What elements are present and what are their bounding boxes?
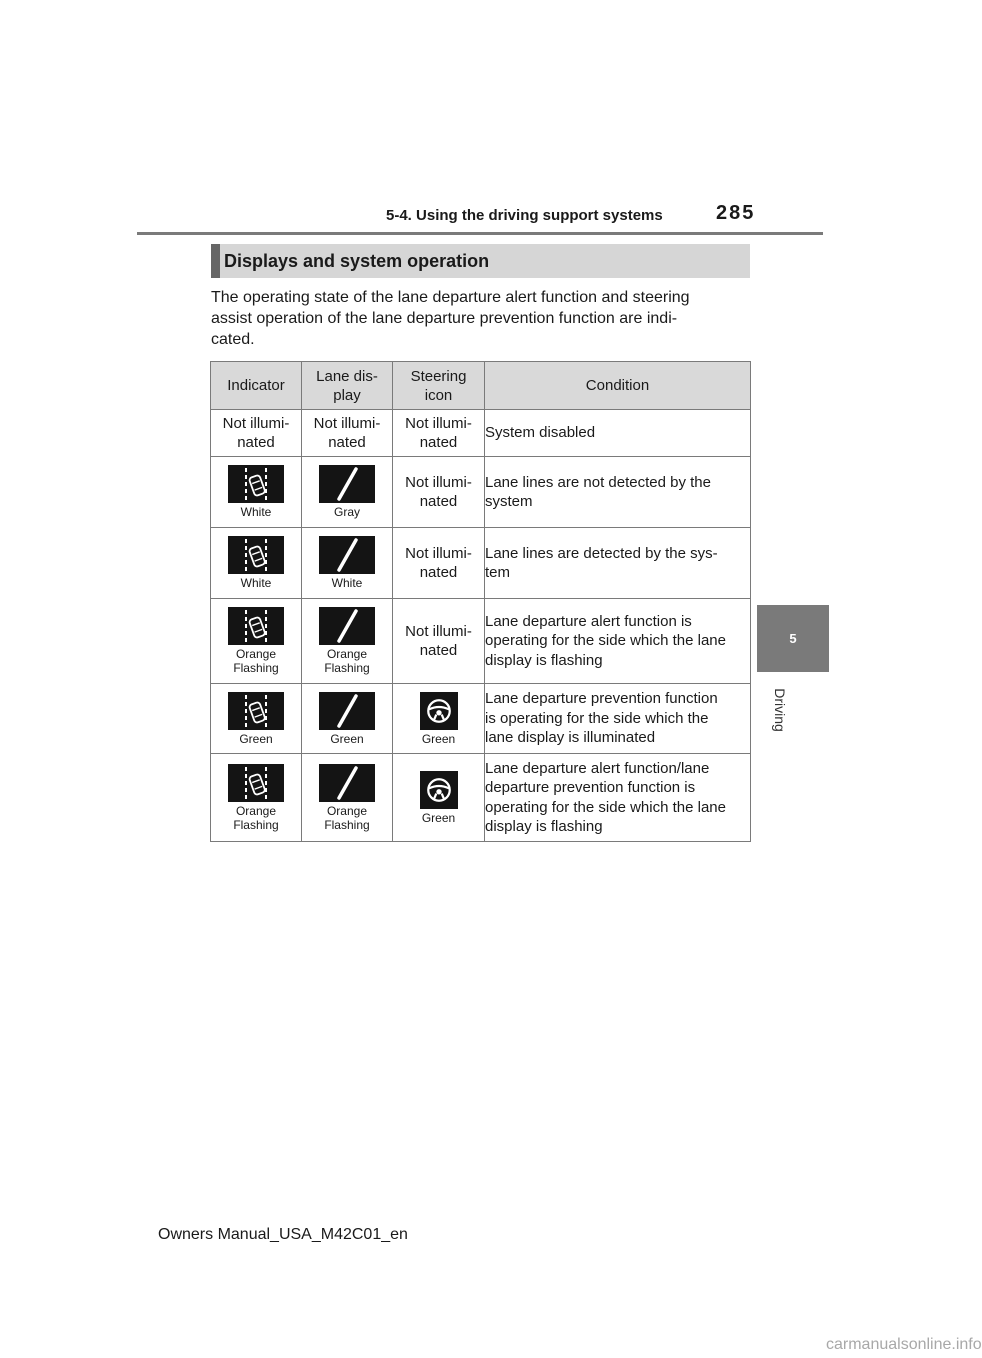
car-lane-icon [228,692,284,730]
car-lane-icon [228,465,284,503]
steering-wheel-icon [420,771,458,809]
lane-line-icon [319,607,375,645]
condition-line: operating for the side which the lane [485,798,726,816]
table-row [211,684,751,754]
steering-text-cell [393,457,485,528]
caption-line: Orange [235,803,276,818]
cell-line: Not illumi- [222,415,290,432]
icon-color-caption [330,732,363,746]
caption-line: Flashing [324,817,370,832]
car-lane-icon [228,536,284,574]
lane-line-icon [319,536,375,574]
caption-line: Orange [326,647,367,661]
caption-line: Gray [333,505,360,519]
lane-display-icon-cell [302,457,393,528]
condition-line: Lane departure prevention function [485,690,718,708]
steering-text-cell [393,599,485,684]
cell-line: nated [328,434,366,451]
caption-line: Green [421,810,456,825]
intro-line: assist operation of the lane departure prevention function are indi- [211,310,678,327]
lane-display-icon-cell [302,528,393,599]
header-rule [137,232,823,235]
steering-wheel-icon [420,692,458,730]
condition-line: is operating for the side which the [485,709,709,727]
page-number: 285 [716,202,756,224]
cell-line: nated [237,434,275,451]
icon-color-caption [324,647,369,675]
table-row [211,528,751,599]
intro-paragraph [211,287,756,350]
cell-line: Not illumi- [405,545,472,562]
steering-icon-cell [393,754,485,842]
icon-color-caption [233,647,278,675]
section-heading: Displays and system operation [211,244,750,278]
steering-text-cell [393,528,485,599]
condition-line: Lane lines are detected by the sys- [485,544,718,562]
cell-line: Not illumi- [405,623,472,640]
caption-line: Green [330,731,364,746]
caption-line: White [240,505,272,519]
car-lane-icon [228,607,284,645]
intro-line: cated. [211,331,255,348]
icon-color-caption [241,505,272,519]
condition-line: System disabled [485,424,596,442]
condition-line: Lane lines are not detected by the [485,473,711,491]
running-header-title: 5-4. Using the driving support systems [386,207,663,224]
lane-display-icon-cell [302,599,393,684]
icon-color-caption [324,804,369,832]
caption-line: White [331,576,363,590]
caption-line: Flashing [324,661,370,675]
header-lane-display: Lane dis- play [302,362,393,410]
watermark: carmanualsonline.info [826,1336,982,1353]
indicator-text-cell [211,410,302,457]
lane-display-icon-cell [302,754,393,842]
indicator-icon-cell [211,599,302,684]
table-header-row [211,362,751,410]
table-row [211,457,751,528]
caption-line: Orange [235,647,276,661]
header-steering-icon: Steering icon [393,362,485,410]
condition-cell [485,754,751,842]
cell-line: nated [419,642,458,659]
manual-code: Owners Manual_USA_M42C01_en [158,1226,408,1243]
condition-cell [485,457,751,528]
icon-color-caption [334,505,360,519]
condition-line: display is flashing [485,818,603,835]
intro-line: The operating state of the lane departure alert function and steering [211,289,690,306]
cell-line: nated [419,434,458,451]
condition-line: tem [485,564,511,581]
condition-line: display is flashing [485,651,603,669]
cell-line: nated [419,493,458,510]
chapter-tab: 5 [757,605,829,672]
lane-display-text-cell [302,410,393,457]
lane-line-icon [319,692,375,730]
car-lane-icon [228,764,284,802]
indicator-status-table [210,361,751,842]
header-condition: Condition [485,362,751,410]
condition-cell [485,684,751,754]
cell-line: Not illumi- [405,474,472,491]
icon-color-caption [239,732,272,746]
condition-line: operating for the side which the lane [485,632,726,650]
indicator-icon-cell [211,457,302,528]
cell-line: Not illumi- [313,415,381,432]
caption-line: Green [421,731,456,746]
condition-line: Lane departure alert function is [485,612,692,630]
steering-text-cell [393,410,485,457]
caption-line: Flashing [233,661,279,675]
chapter-label-text: Driving [772,688,788,732]
caption-line: White [240,576,272,590]
table-row [211,410,751,457]
indicator-icon-cell [211,754,302,842]
condition-line: Lane departure alert function/lane [485,759,710,777]
cell-line: Not illumi- [405,415,472,432]
caption-line: Flashing [233,817,279,832]
icon-color-caption [422,732,455,746]
steering-icon-cell [393,684,485,754]
condition-line: system [485,493,533,510]
condition-line: departure prevention function is [485,779,696,796]
cell-line: nated [419,564,458,581]
header-indicator: Indicator [211,362,302,410]
caption-line: Green [239,731,273,746]
indicator-icon-cell [211,684,302,754]
icon-color-caption [241,576,272,590]
condition-line: lane display is illuminated [485,729,656,747]
indicator-icon-cell [211,528,302,599]
table-row [211,599,751,684]
lane-display-icon-cell [302,684,393,754]
table-row [211,754,751,842]
condition-cell [485,410,751,457]
icon-color-caption [332,576,363,590]
lane-line-icon [319,764,375,802]
icon-color-caption [422,811,455,825]
icon-color-caption [233,804,278,832]
condition-cell [485,528,751,599]
chapter-label [755,680,805,740]
caption-line: Orange [326,803,367,818]
condition-cell [485,599,751,684]
lane-line-icon [319,465,375,503]
